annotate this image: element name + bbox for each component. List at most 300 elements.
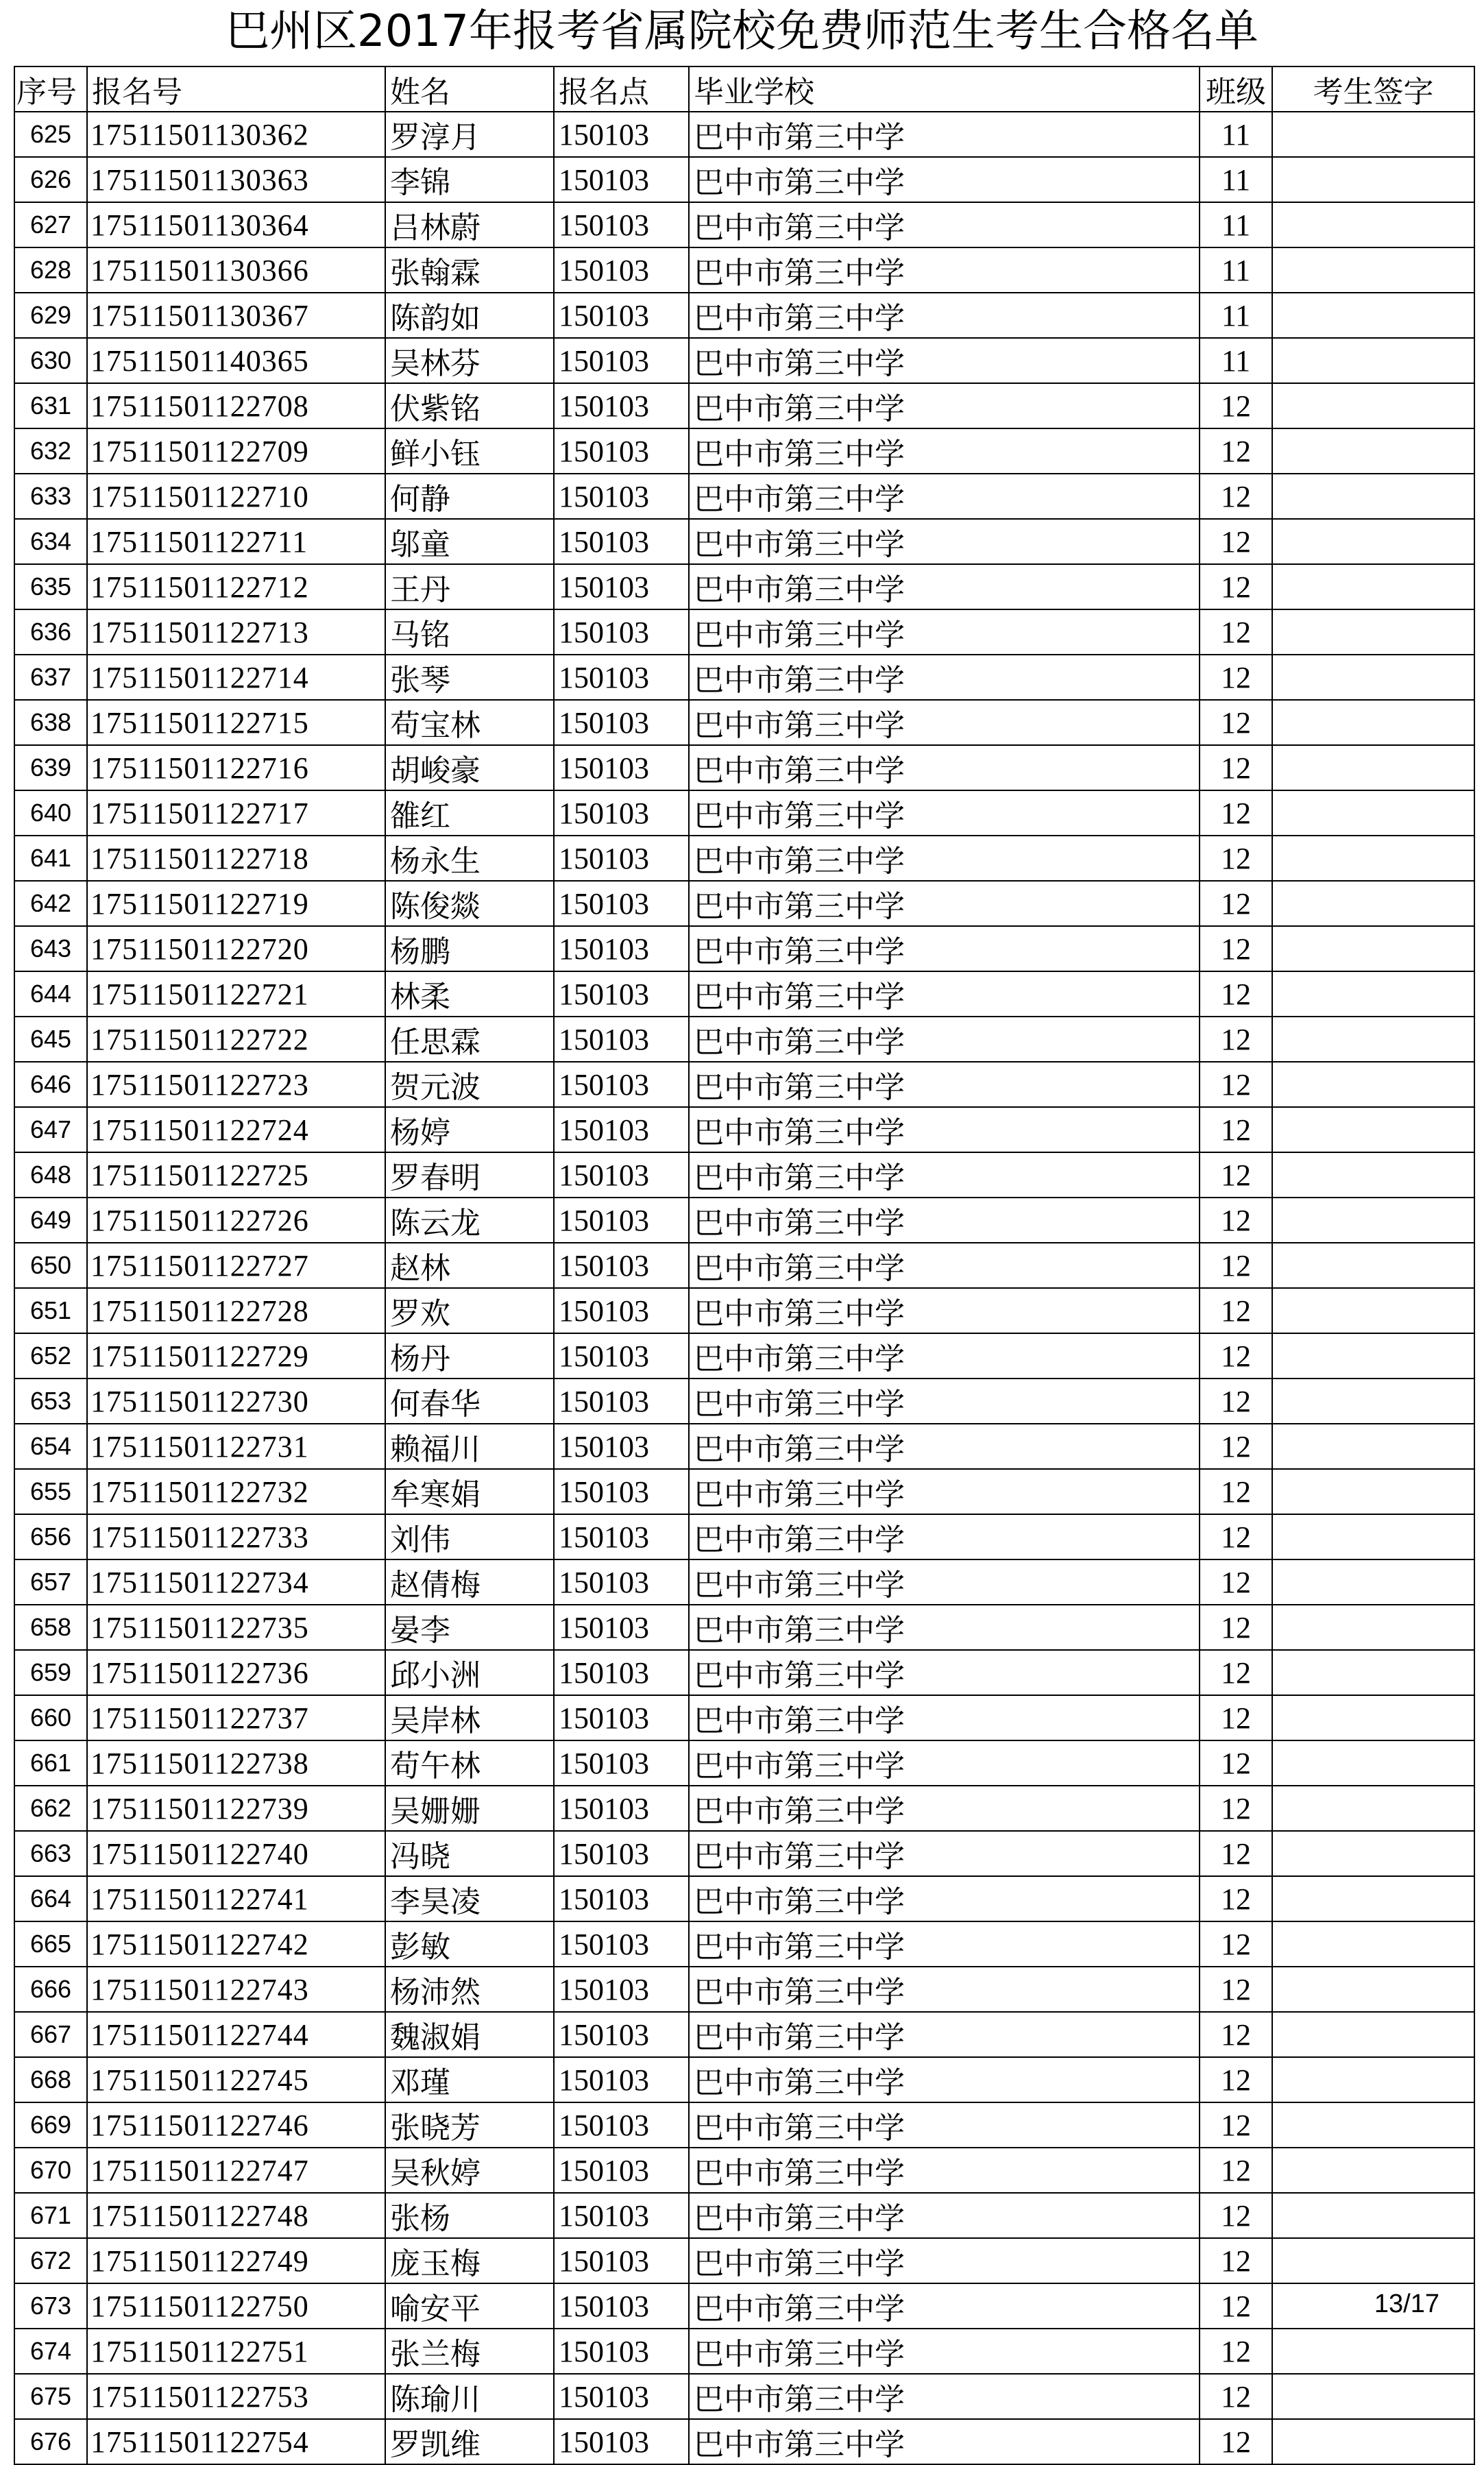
cell-class: 12 — [1200, 1876, 1272, 1921]
cell-school: 巴中市第三中学 — [689, 1740, 1200, 1786]
cell-sign — [1272, 2238, 1474, 2283]
cell-sign — [1272, 338, 1474, 383]
table-row — [14, 2238, 1474, 2283]
cell-school: 巴中市第三中学 — [689, 1243, 1200, 1288]
cell-seq: 647 — [14, 1107, 87, 1152]
cell-site: 150103 — [554, 293, 689, 338]
table-row — [14, 700, 1474, 745]
cell-school: 巴中市第三中学 — [689, 564, 1200, 609]
cell-site: 150103 — [554, 1469, 689, 1514]
table-row — [14, 1831, 1474, 1876]
table-row — [14, 1288, 1474, 1333]
cell-site: 150103 — [554, 1559, 689, 1605]
cell-site: 150103 — [554, 609, 689, 655]
table-row — [14, 1740, 1474, 1786]
cell-name: 苟午林 — [385, 1740, 554, 1786]
table-row — [14, 474, 1474, 519]
cell-school: 巴中市第三中学 — [689, 1650, 1200, 1695]
cell-class: 12 — [1200, 1740, 1272, 1786]
table-row — [14, 112, 1474, 157]
cell-school: 巴中市第三中学 — [689, 1469, 1200, 1514]
table-row — [14, 1198, 1474, 1243]
cell-sign — [1272, 2329, 1474, 2374]
cell-site: 150103 — [554, 1288, 689, 1333]
cell-class: 12 — [1200, 1469, 1272, 1514]
cell-sign — [1272, 2374, 1474, 2419]
table-row — [14, 1424, 1474, 1469]
table-row — [14, 383, 1474, 428]
cell-sign — [1272, 293, 1474, 338]
table-row — [14, 926, 1474, 971]
cell-name: 何春华 — [385, 1379, 554, 1424]
cell-school: 巴中市第三中学 — [689, 1017, 1200, 1062]
cell-reg-no: 17511501122743 — [87, 1967, 385, 2012]
cell-class: 12 — [1200, 564, 1272, 609]
table-row — [14, 1379, 1474, 1424]
table-row — [14, 1107, 1474, 1152]
cell-name: 邬童 — [385, 519, 554, 564]
cell-school: 巴中市第三中学 — [689, 202, 1200, 247]
cell-class: 12 — [1200, 2012, 1272, 2057]
cell-name: 贺元波 — [385, 1062, 554, 1107]
cell-class: 12 — [1200, 1921, 1272, 1967]
cell-reg-no: 17511501122724 — [87, 1107, 385, 1152]
cell-reg-no: 17511501122739 — [87, 1786, 385, 1831]
cell-school: 巴中市第三中学 — [689, 1605, 1200, 1650]
cell-reg-no: 17511501122731 — [87, 1424, 385, 1469]
cell-name: 吕林蔚 — [385, 202, 554, 247]
cell-class: 11 — [1200, 293, 1272, 338]
cell-school: 巴中市第三中学 — [689, 2193, 1200, 2238]
cell-school: 巴中市第三中学 — [689, 1424, 1200, 1469]
cell-school: 巴中市第三中学 — [689, 1107, 1200, 1152]
cell-name: 冯晓 — [385, 1831, 554, 1876]
cell-school: 巴中市第三中学 — [689, 790, 1200, 836]
cell-name: 杨丹 — [385, 1333, 554, 1379]
cell-name: 罗淳月 — [385, 112, 554, 157]
cell-name: 邱小洲 — [385, 1650, 554, 1695]
cell-class: 12 — [1200, 609, 1272, 655]
cell-school: 巴中市第三中学 — [689, 428, 1200, 474]
cell-site: 150103 — [554, 338, 689, 383]
candidate-table — [14, 66, 1475, 2465]
cell-school: 巴中市第三中学 — [689, 1288, 1200, 1333]
cell-class: 12 — [1200, 1107, 1272, 1152]
cell-sign — [1272, 881, 1474, 926]
cell-sign — [1272, 2102, 1474, 2148]
table-row — [14, 971, 1474, 1017]
cell-school: 巴中市第三中学 — [689, 1695, 1200, 1740]
cell-sign — [1272, 836, 1474, 881]
cell-class: 12 — [1200, 1514, 1272, 1559]
table-row — [14, 2012, 1474, 2057]
cell-reg-no: 17511501122723 — [87, 1062, 385, 1107]
cell-seq: 664 — [14, 1876, 87, 1921]
cell-name: 雒红 — [385, 790, 554, 836]
cell-sign — [1272, 1605, 1474, 1650]
cell-reg-no: 17511501122740 — [87, 1831, 385, 1876]
cell-seq: 676 — [14, 2419, 87, 2464]
cell-school: 巴中市第三中学 — [689, 2148, 1200, 2193]
cell-site: 150103 — [554, 1333, 689, 1379]
cell-seq: 636 — [14, 609, 87, 655]
cell-name: 罗春明 — [385, 1152, 554, 1198]
cell-reg-no: 17511501122753 — [87, 2374, 385, 2419]
table-row — [14, 157, 1474, 202]
cell-site: 150103 — [554, 2374, 689, 2419]
table-row — [14, 1559, 1474, 1605]
cell-seq: 641 — [14, 836, 87, 881]
cell-reg-no: 17511501122712 — [87, 564, 385, 609]
cell-seq: 655 — [14, 1469, 87, 1514]
cell-site: 150103 — [554, 474, 689, 519]
table-row — [14, 1605, 1474, 1650]
table-row — [14, 1876, 1474, 1921]
table-row — [14, 2329, 1474, 2374]
cell-reg-no: 17511501122745 — [87, 2057, 385, 2102]
cell-sign — [1272, 1876, 1474, 1921]
table-row — [14, 2057, 1474, 2102]
cell-sign — [1272, 1107, 1474, 1152]
cell-reg-no: 17511501130366 — [87, 247, 385, 293]
cell-school: 巴中市第三中学 — [689, 2283, 1200, 2329]
cell-name: 晏李 — [385, 1605, 554, 1650]
cell-seq: 631 — [14, 383, 87, 428]
cell-school: 巴中市第三中学 — [689, 474, 1200, 519]
cell-name: 杨永生 — [385, 836, 554, 881]
cell-name: 李昊凌 — [385, 1876, 554, 1921]
cell-site: 150103 — [554, 112, 689, 157]
cell-site: 150103 — [554, 1379, 689, 1424]
cell-class: 12 — [1200, 1198, 1272, 1243]
cell-school: 巴中市第三中学 — [689, 1921, 1200, 1967]
cell-site: 150103 — [554, 1831, 689, 1876]
cell-class: 12 — [1200, 1559, 1272, 1605]
cell-seq: 651 — [14, 1288, 87, 1333]
cell-sign — [1272, 1152, 1474, 1198]
cell-sign — [1272, 700, 1474, 745]
cell-name: 庞玉梅 — [385, 2238, 554, 2283]
cell-sign — [1272, 1786, 1474, 1831]
cell-sign — [1272, 383, 1474, 428]
cell-name: 吴林芬 — [385, 338, 554, 383]
cell-sign — [1272, 1379, 1474, 1424]
cell-school: 巴中市第三中学 — [689, 2012, 1200, 2057]
cell-name: 邓瑾 — [385, 2057, 554, 2102]
cell-name: 罗凯维 — [385, 2419, 554, 2464]
cell-school: 巴中市第三中学 — [689, 112, 1200, 157]
cell-seq: 627 — [14, 202, 87, 247]
cell-reg-no: 17511501140365 — [87, 338, 385, 383]
cell-seq: 657 — [14, 1559, 87, 1605]
table-row — [14, 2283, 1474, 2329]
cell-site: 150103 — [554, 1152, 689, 1198]
cell-reg-no: 17511501122710 — [87, 474, 385, 519]
cell-school: 巴中市第三中学 — [689, 1379, 1200, 1424]
cell-seq: 639 — [14, 745, 87, 790]
cell-sign — [1272, 1650, 1474, 1695]
cell-site: 150103 — [554, 2012, 689, 2057]
cell-site: 150103 — [554, 1695, 689, 1740]
cell-seq: 644 — [14, 971, 87, 1017]
cell-reg-no: 17511501122721 — [87, 971, 385, 1017]
cell-sign — [1272, 519, 1474, 564]
table-row — [14, 790, 1474, 836]
cell-reg-no: 17511501122744 — [87, 2012, 385, 2057]
cell-reg-no: 17511501122720 — [87, 926, 385, 971]
cell-sign — [1272, 926, 1474, 971]
cell-reg-no: 17511501122714 — [87, 655, 385, 700]
cell-seq: 646 — [14, 1062, 87, 1107]
cell-site: 150103 — [554, 971, 689, 1017]
cell-school: 巴中市第三中学 — [689, 2419, 1200, 2464]
cell-school: 巴中市第三中学 — [689, 1198, 1200, 1243]
cell-site: 150103 — [554, 2238, 689, 2283]
cell-seq: 659 — [14, 1650, 87, 1695]
column-header-name: 姓名 — [385, 66, 554, 112]
cell-reg-no: 17511501122736 — [87, 1650, 385, 1695]
cell-site: 150103 — [554, 1107, 689, 1152]
cell-sign — [1272, 157, 1474, 202]
column-header-site: 报名点 — [554, 66, 689, 112]
cell-site: 150103 — [554, 247, 689, 293]
cell-seq: 652 — [14, 1333, 87, 1379]
cell-class: 12 — [1200, 700, 1272, 745]
cell-seq: 674 — [14, 2329, 87, 2374]
cell-sign — [1272, 1424, 1474, 1469]
cell-seq: 640 — [14, 790, 87, 836]
cell-seq: 663 — [14, 1831, 87, 1876]
cell-school: 巴中市第三中学 — [689, 247, 1200, 293]
cell-seq: 667 — [14, 2012, 87, 2057]
cell-school: 巴中市第三中学 — [689, 1786, 1200, 1831]
table-row — [14, 428, 1474, 474]
table-row — [14, 881, 1474, 926]
cell-school: 巴中市第三中学 — [689, 1333, 1200, 1379]
column-header-class: 班级 — [1200, 66, 1272, 112]
cell-site: 150103 — [554, 519, 689, 564]
cell-reg-no: 17511501122735 — [87, 1605, 385, 1650]
cell-sign — [1272, 202, 1474, 247]
cell-seq: 643 — [14, 926, 87, 971]
cell-sign — [1272, 2057, 1474, 2102]
cell-class: 12 — [1200, 836, 1272, 881]
cell-class: 11 — [1200, 112, 1272, 157]
cell-seq: 635 — [14, 564, 87, 609]
cell-class: 12 — [1200, 1062, 1272, 1107]
cell-reg-no: 17511501122747 — [87, 2148, 385, 2193]
cell-sign — [1272, 1921, 1474, 1967]
cell-school: 巴中市第三中学 — [689, 1152, 1200, 1198]
cell-sign — [1272, 428, 1474, 474]
cell-name: 刘伟 — [385, 1514, 554, 1559]
cell-class: 12 — [1200, 2374, 1272, 2419]
cell-class: 12 — [1200, 1243, 1272, 1288]
table-row — [14, 655, 1474, 700]
cell-reg-no: 17511501122732 — [87, 1469, 385, 1514]
cell-seq: 630 — [14, 338, 87, 383]
cell-name: 张晓芳 — [385, 2102, 554, 2148]
cell-seq: 648 — [14, 1152, 87, 1198]
cell-site: 150103 — [554, 1017, 689, 1062]
cell-name: 任思霖 — [385, 1017, 554, 1062]
cell-site: 150103 — [554, 1650, 689, 1695]
cell-name: 赵倩梅 — [385, 1559, 554, 1605]
cell-seq: 669 — [14, 2102, 87, 2148]
cell-reg-no: 17511501122726 — [87, 1198, 385, 1243]
cell-reg-no: 17511501122742 — [87, 1921, 385, 1967]
cell-class: 12 — [1200, 519, 1272, 564]
cell-seq: 633 — [14, 474, 87, 519]
cell-sign — [1272, 1333, 1474, 1379]
cell-name: 魏淑娟 — [385, 2012, 554, 2057]
cell-class: 11 — [1200, 338, 1272, 383]
cell-school: 巴中市第三中学 — [689, 383, 1200, 428]
cell-name: 张翰霖 — [385, 247, 554, 293]
cell-seq: 649 — [14, 1198, 87, 1243]
cell-reg-no: 17511501122729 — [87, 1333, 385, 1379]
table-row — [14, 745, 1474, 790]
cell-sign — [1272, 745, 1474, 790]
cell-school: 巴中市第三中学 — [689, 1967, 1200, 2012]
cell-school: 巴中市第三中学 — [689, 338, 1200, 383]
cell-name: 吴秋婷 — [385, 2148, 554, 2193]
cell-sign — [1272, 1514, 1474, 1559]
cell-sign — [1272, 1559, 1474, 1605]
cell-site: 150103 — [554, 1740, 689, 1786]
cell-reg-no: 17511501122728 — [87, 1288, 385, 1333]
cell-reg-no: 17511501122727 — [87, 1243, 385, 1288]
cell-school: 巴中市第三中学 — [689, 655, 1200, 700]
cell-site: 150103 — [554, 1243, 689, 1288]
table-row — [14, 1062, 1474, 1107]
cell-class: 12 — [1200, 474, 1272, 519]
cell-seq: 665 — [14, 1921, 87, 1967]
cell-seq: 658 — [14, 1605, 87, 1650]
cell-name: 何静 — [385, 474, 554, 519]
cell-sign — [1272, 1062, 1474, 1107]
cell-reg-no: 17511501122748 — [87, 2193, 385, 2238]
cell-school: 巴中市第三中学 — [689, 836, 1200, 881]
cell-reg-no: 17511501122754 — [87, 2419, 385, 2464]
cell-school: 巴中市第三中学 — [689, 1514, 1200, 1559]
cell-class: 12 — [1200, 1967, 1272, 2012]
cell-reg-no: 17511501122751 — [87, 2329, 385, 2374]
cell-seq: 666 — [14, 1967, 87, 2012]
cell-name: 伏紫铭 — [385, 383, 554, 428]
cell-name: 马铭 — [385, 609, 554, 655]
cell-site: 150103 — [554, 428, 689, 474]
cell-sign — [1272, 1198, 1474, 1243]
cell-site: 150103 — [554, 1198, 689, 1243]
cell-seq: 653 — [14, 1379, 87, 1424]
cell-sign — [1272, 474, 1474, 519]
cell-seq: 642 — [14, 881, 87, 926]
cell-seq: 634 — [14, 519, 87, 564]
cell-name: 苟宝林 — [385, 700, 554, 745]
cell-reg-no: 17511501130362 — [87, 112, 385, 157]
cell-site: 150103 — [554, 2283, 689, 2329]
cell-class: 12 — [1200, 1152, 1272, 1198]
cell-name: 彭敏 — [385, 1921, 554, 1967]
cell-name: 吴岸林 — [385, 1695, 554, 1740]
table-row — [14, 1333, 1474, 1379]
cell-reg-no: 17511501122711 — [87, 519, 385, 564]
cell-seq: 656 — [14, 1514, 87, 1559]
cell-reg-no: 17511501122737 — [87, 1695, 385, 1740]
cell-school: 巴中市第三中学 — [689, 157, 1200, 202]
cell-name: 张杨 — [385, 2193, 554, 2238]
cell-reg-no: 17511501122718 — [87, 836, 385, 881]
table-row — [14, 836, 1474, 881]
cell-sign — [1272, 655, 1474, 700]
cell-name: 张琴 — [385, 655, 554, 700]
cell-class: 12 — [1200, 790, 1272, 836]
cell-seq: 668 — [14, 2057, 87, 2102]
cell-school: 巴中市第三中学 — [689, 1831, 1200, 1876]
table-row — [14, 1017, 1474, 1062]
cell-site: 150103 — [554, 1605, 689, 1650]
cell-reg-no: 17511501122734 — [87, 1559, 385, 1605]
cell-seq: 632 — [14, 428, 87, 474]
column-header-seq: 序号 — [14, 66, 87, 112]
table-row — [14, 1921, 1474, 1967]
cell-school: 巴中市第三中学 — [689, 2057, 1200, 2102]
cell-class: 12 — [1200, 2283, 1272, 2329]
cell-name: 林柔 — [385, 971, 554, 1017]
cell-reg-no: 17511501122750 — [87, 2283, 385, 2329]
cell-site: 150103 — [554, 790, 689, 836]
cell-seq: 625 — [14, 112, 87, 157]
table-row — [14, 338, 1474, 383]
cell-site: 150103 — [554, 1786, 689, 1831]
cell-class: 12 — [1200, 2148, 1272, 2193]
cell-school: 巴中市第三中学 — [689, 2102, 1200, 2148]
cell-school: 巴中市第三中学 — [689, 293, 1200, 338]
cell-reg-no: 17511501122733 — [87, 1514, 385, 1559]
cell-name: 喻安平 — [385, 2283, 554, 2329]
cell-school: 巴中市第三中学 — [689, 1876, 1200, 1921]
cell-sign — [1272, 2193, 1474, 2238]
cell-site: 150103 — [554, 1921, 689, 1967]
cell-site: 150103 — [554, 1967, 689, 2012]
cell-class: 12 — [1200, 881, 1272, 926]
cell-school: 巴中市第三中学 — [689, 1062, 1200, 1107]
cell-seq: 645 — [14, 1017, 87, 1062]
cell-sign — [1272, 1831, 1474, 1876]
cell-sign — [1272, 1740, 1474, 1786]
cell-name: 王丹 — [385, 564, 554, 609]
table-row — [14, 2419, 1474, 2464]
cell-reg-no: 17511501130364 — [87, 202, 385, 247]
cell-school: 巴中市第三中学 — [689, 2329, 1200, 2374]
cell-class: 12 — [1200, 1379, 1272, 1424]
cell-sign — [1272, 1243, 1474, 1288]
cell-site: 150103 — [554, 564, 689, 609]
cell-seq: 654 — [14, 1424, 87, 1469]
cell-class: 12 — [1200, 2193, 1272, 2238]
cell-school: 巴中市第三中学 — [689, 609, 1200, 655]
cell-name: 吴姗姗 — [385, 1786, 554, 1831]
cell-class: 12 — [1200, 1424, 1272, 1469]
cell-sign — [1272, 1967, 1474, 2012]
cell-seq: 662 — [14, 1786, 87, 1831]
cell-site: 150103 — [554, 2057, 689, 2102]
cell-class: 12 — [1200, 655, 1272, 700]
cell-seq: 626 — [14, 157, 87, 202]
cell-seq: 650 — [14, 1243, 87, 1288]
cell-sign — [1272, 564, 1474, 609]
